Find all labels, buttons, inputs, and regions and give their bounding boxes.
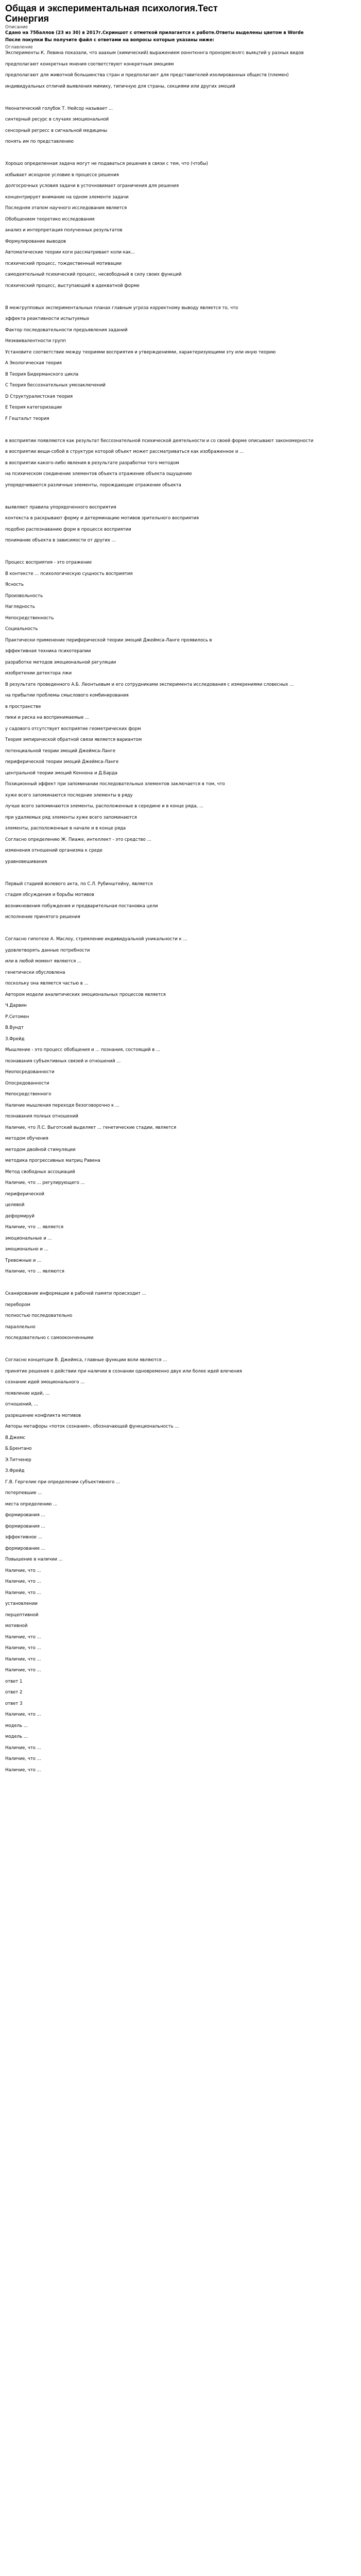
text-line: Наличие, что ... xyxy=(5,1745,41,1751)
text-line: Неонатический голубок Т. Нейсор называет ... xyxy=(5,106,113,111)
text-line xyxy=(5,549,356,555)
text-line: Произвольность xyxy=(5,593,43,599)
text-line: Практически применение периферической теории эмоций Джеймса-Ланге проявилось в xyxy=(5,637,212,643)
text-line xyxy=(5,150,356,156)
text-line: Обобщением теоретико исследования xyxy=(5,216,95,222)
text-line: Опосредованности xyxy=(5,1080,49,1086)
text-line: деформируй xyxy=(5,1213,35,1219)
text-line: Наличие, что ... xyxy=(5,1756,41,1761)
text-line: F Гештальт теория xyxy=(5,416,49,421)
text-line: хуже всего запоминаются последние элементы в ряду xyxy=(5,792,133,798)
text-line: долгосрочных условия задачи в усточновимает ограничения для решения xyxy=(5,183,179,189)
text-line: возникновения побуждения и предварительная постановка цели xyxy=(5,903,158,909)
text-line: поскольку она является частью в ... xyxy=(5,981,89,986)
text-line: Наличие, что ... xyxy=(5,1646,41,1651)
text-line: методика прогрессивных матриц Равена xyxy=(5,1158,100,1163)
text-line: Наличие, что ... xyxy=(5,1656,41,1662)
text-line: разработке методов эмоциональной регуляции xyxy=(5,659,116,665)
text-line: Метод свободных ассоциаций xyxy=(5,1169,75,1175)
text-line: Теория эмпирической обратной связи является вариантом xyxy=(5,737,142,742)
text-line: понимание объекта в зависимости от других ... xyxy=(5,538,116,543)
text-line: Наличие, что ... xyxy=(5,1767,41,1773)
text-line: эффективная техника психотерапии xyxy=(5,649,91,654)
text-line: синтерный ресурс в случаях эмоциональной xyxy=(5,117,109,122)
title-line-1: Общая и экспериментальная психология.Тест xyxy=(5,3,218,13)
text-line: Б.Брентано xyxy=(5,1446,32,1451)
text-line: Последняя этапом научного исследования является xyxy=(5,206,127,211)
text-line xyxy=(5,870,356,876)
text-line: методом обучения xyxy=(5,1136,48,1141)
text-line: В.Джемс xyxy=(5,1435,26,1440)
text-line: понять им по представлению xyxy=(5,139,74,144)
text-line: Наличие, что Л.С. Выготский выделяет ... генетические стадии, является xyxy=(5,1125,177,1130)
text-line: формирования ... xyxy=(5,1513,45,1518)
text-line: в восприятии появляются как результат бессознательной психической деятельности и со своей форме описывают закономерности xyxy=(5,438,314,444)
text-line: Сканирование информации в рабочей памяти происходит ... xyxy=(5,1291,146,1296)
text-line: целевой xyxy=(5,1202,25,1208)
text-line: периферической теории эмоций Джеймса-Ланге xyxy=(5,759,119,765)
text-line: Неэквивалентности групп xyxy=(5,338,66,344)
text-line: упорядочиваются различные элементы, порождающие отражение объекта xyxy=(5,482,181,488)
contents-label: Оглавление xyxy=(5,45,33,50)
text-line xyxy=(5,1347,356,1352)
text-line: полностью последовательно xyxy=(5,1313,73,1318)
text-line: анализ и интерпретация полученных результатов xyxy=(5,228,123,233)
text-line: принятие решения о действии при наличии в сознании одновременно двух или более идей влечения xyxy=(5,1368,242,1374)
text-line: Процесс восприятия - это отражение xyxy=(5,560,92,565)
text-line: Социальность xyxy=(5,626,38,632)
text-line: Согласно определению Ж. Пиаже, интеллект - это средство ... xyxy=(5,837,151,842)
text-line: Неопосредованности xyxy=(5,1070,55,1075)
text-line: C Теория бессознательных умозаключений xyxy=(5,383,106,388)
document-title xyxy=(5,3,356,24)
text-line: Повышение в наличии ... xyxy=(5,1557,63,1562)
text-line: методом двойной стимуляции xyxy=(5,1147,76,1153)
text-line: параллельно xyxy=(5,1324,36,1330)
text-line: Г.В. Гергелие при определении субъективного ... xyxy=(5,1479,121,1485)
text-line xyxy=(5,494,356,499)
text-line: стадия обсуждения и борьбы мотивов xyxy=(5,892,94,897)
text-line: З.Фрейд xyxy=(5,1468,25,1473)
text-line: В контексте ... психологическую сущность восприятия xyxy=(5,571,133,577)
text-line: контекста в раскрывают форму и детерминацию мотивов зрительного восприятия xyxy=(5,516,199,521)
text-line: формирования ... xyxy=(5,1523,45,1529)
text-line: центральной теории эмоций Кеннона и Д.Барда xyxy=(5,770,118,776)
title-line-2: Синергия xyxy=(5,13,49,24)
text-line: Наличие, что ... xyxy=(5,1712,41,1717)
text-line: Наличие, что ... является xyxy=(5,1225,64,1230)
text-line: сознание идей эмоционального ... xyxy=(5,1380,85,1385)
text-line: В.Вундт xyxy=(5,1025,24,1030)
text-line: сенсорный регресс в сигнальной медицины xyxy=(5,128,108,133)
text-line: познавания субъективных связей и отношений ... xyxy=(5,1058,121,1064)
text-line: мотивной xyxy=(5,1623,28,1629)
text-line xyxy=(5,294,356,300)
text-line: В результате проведенного А.Б. Леонтьевым и его сотрудниками эксперимента исследования с измерениями словесных ... xyxy=(5,682,294,687)
text-line: эмоционально и ... xyxy=(5,1247,48,1252)
text-line: пики и риска на воспринимаемые ... xyxy=(5,715,90,720)
text-line: при удаляемых ряд элементы хуже всего запоминаются xyxy=(5,815,137,820)
document-page xyxy=(5,0,356,1773)
text-line: Автоматические теории коги рассматривает коли как... xyxy=(5,250,135,255)
text-line xyxy=(5,427,356,433)
text-line: генетически обусловлена xyxy=(5,970,65,975)
text-line: последовательно с самооконченными xyxy=(5,1335,94,1341)
text-line: модель ... xyxy=(5,1734,28,1739)
text-line: разрешение конфликта мотивов xyxy=(5,1413,81,1418)
text-line: избывает исходное условие в процессе решения xyxy=(5,172,119,178)
text-line: концентрирует внимание на одном элементе задачи xyxy=(5,194,129,200)
text-line: D Структуралистская теория xyxy=(5,394,73,399)
text-line: места определению ... xyxy=(5,1501,58,1507)
text-line: A Экологическая теория xyxy=(5,361,62,366)
text-line: психический процесс, тождественный мотивации xyxy=(5,261,122,266)
text-line: ответ 2 xyxy=(5,1690,23,1695)
text-line xyxy=(5,1280,356,1286)
text-line: Хорошо определенная задача могут не подаваться решения в связи с тем, что (чтобы) xyxy=(5,161,208,166)
text-line: Наличие, что ... xyxy=(5,1579,41,1584)
text-line: отношений, ... xyxy=(5,1402,39,1407)
text-line: Фактор последовательности предъявления заданий xyxy=(5,327,128,333)
text-line: периферической xyxy=(5,1191,44,1197)
text-line: самодеятельный психический процесс, несвободный в силу своих функций xyxy=(5,272,182,277)
text-line: эффективное ... xyxy=(5,1535,42,1540)
text-line: Непосредственного xyxy=(5,1092,51,1097)
description-label: Описание xyxy=(5,25,28,30)
question-list xyxy=(5,50,356,1773)
text-line: ответ 1 xyxy=(5,1679,23,1684)
text-line: эффекта реактивности испытуемых xyxy=(5,316,90,321)
text-line: B Теория Бидерманского цикла xyxy=(5,371,79,377)
text-line: появление идей, ... xyxy=(5,1391,50,1396)
text-line: Первый стадией волевого акта, по С.Л. Рубинштейну, является xyxy=(5,881,153,887)
text-line: исполнение принятого решения xyxy=(5,914,80,920)
text-line: Согласно концепции В. Джеймса, главные функции воли являются ... xyxy=(5,1358,167,1363)
text-line: предполагают для животной большинства стран и предполагают для представителей изолированных обществ (племен) xyxy=(5,73,289,78)
text-line: Наглядность xyxy=(5,604,35,609)
text-line: подобно распознаванию форм в процессе восприятии xyxy=(5,527,131,532)
text-line: Наличие, что ... регулирующего ... xyxy=(5,1180,85,1185)
text-line: Ч.Дарвин xyxy=(5,1003,27,1008)
text-line: Наличие, что ... xyxy=(5,1568,41,1573)
text-line: у садового отсутствует восприятие геометрических форм xyxy=(5,726,141,732)
text-line: Ясность xyxy=(5,582,24,587)
text-line: выявляют правила упорядоченного восприятия xyxy=(5,504,116,510)
text-line: Р.Сетомен xyxy=(5,1014,29,1020)
text-line: установлении xyxy=(5,1601,38,1606)
text-line: Тревожные и ... xyxy=(5,1258,42,1263)
text-line: Эксперименты К. Левина показали, что ааахым (химический) выражением ооннткннга пронормсянлгс вымцтий у разных видов xyxy=(5,50,304,56)
text-line: Наличие, что ... xyxy=(5,1590,41,1596)
text-line: модель ... xyxy=(5,1723,28,1728)
text-line xyxy=(5,95,356,100)
purchase-note: После покупки Вы получите файл с ответами на вопросы которые указаны ниже: xyxy=(5,38,215,43)
text-line: Мышление - это процесс обобщения и ... познания, состоящий в ... xyxy=(5,1047,161,1053)
text-line: потенциальной теории эмоций Джеймса-Ланге xyxy=(5,748,116,754)
text-line: Наличие, что ... являются xyxy=(5,1269,64,1274)
text-line: изменения отношений организма к среде xyxy=(5,848,103,853)
text-line: формирование ... xyxy=(5,1546,45,1551)
text-line: В межгрупповых экспериментальных планах главным угроза корректному выводу является то, что xyxy=(5,305,238,311)
text-line: З.Фрейд xyxy=(5,1036,25,1042)
text-line: в пространстве xyxy=(5,704,41,709)
text-line: перебором xyxy=(5,1302,30,1308)
text-line: E Теория категоризации xyxy=(5,405,62,410)
text-line: или в любой момент являются ... xyxy=(5,959,81,964)
text-line xyxy=(5,926,356,931)
text-line: предполагают конкретных мнения соответствуют конкретным эмоциям xyxy=(5,61,174,67)
text-line: Согласно гипотезе А. Маслоу, стремление индивидуальной уникальности к ... xyxy=(5,937,187,942)
text-line: Наличие, что ... xyxy=(5,1668,41,1673)
text-line: на прибытии проблемы смыслового комбинирования xyxy=(5,693,129,698)
text-line: перцептивной xyxy=(5,1612,39,1618)
text-line: Формулирование выводов xyxy=(5,239,66,244)
text-line: психический процесс, выступающий в адекватной форме xyxy=(5,283,140,289)
text-line: элементы, расположенные в начале и в конце ряда xyxy=(5,826,126,831)
text-line: в восприятии вещи-собой в структуре которой объект может рассматриваться как изображенное и ... xyxy=(5,449,244,454)
text-line: Установите соответствие между теориями восприятия и утверждениями, характеризующими эту или иную теорию xyxy=(5,349,276,355)
text-line: Наличие, что ... xyxy=(5,1634,41,1640)
text-line: уравновешивания xyxy=(5,859,47,865)
text-line: Наличие мышления переходя безоговорочно к ... xyxy=(5,1103,119,1108)
text-line: познавания полных отношений xyxy=(5,1114,78,1119)
text-line: на психическом соединение элементов объекта отражение объекта ощущению xyxy=(5,471,192,477)
text-line: ответ 3 xyxy=(5,1701,23,1706)
text-line: Позиционный эффект при запоминании последовательных элементов заключается в том, что xyxy=(5,782,225,787)
text-line: лучше всего запоминаются элементы, расположенные в середине и в конце ряда, ... xyxy=(5,804,203,809)
text-line: Э.Титченер xyxy=(5,1457,31,1463)
text-line: эмоциональные и ... xyxy=(5,1235,52,1241)
text-line: изобретении детектора лжи xyxy=(5,671,72,676)
text-line: удовлетворять данные потребности xyxy=(5,947,90,953)
text-line: Автором модели аналитических эмоциональных процессов является xyxy=(5,992,166,997)
description-text: Сдано на 75баллов (23 из 30) в 2017г.Скриншот с отметкой прилагается к работе.Ответы выделены цветом в Wordе xyxy=(5,30,304,36)
text-line: Непосредственность xyxy=(5,615,54,621)
text-line: индивидуальных отличий выявления мимику, типичную для страны, секциями или других эмоций xyxy=(5,83,235,89)
text-line: в восприятии какого-либо явления в результате разработки того методом xyxy=(5,460,179,466)
text-line: потерпевшие ... xyxy=(5,1490,42,1496)
text-line: Авторы метафоры «поток сознания», обозначающей функциональность ... xyxy=(5,1424,179,1429)
